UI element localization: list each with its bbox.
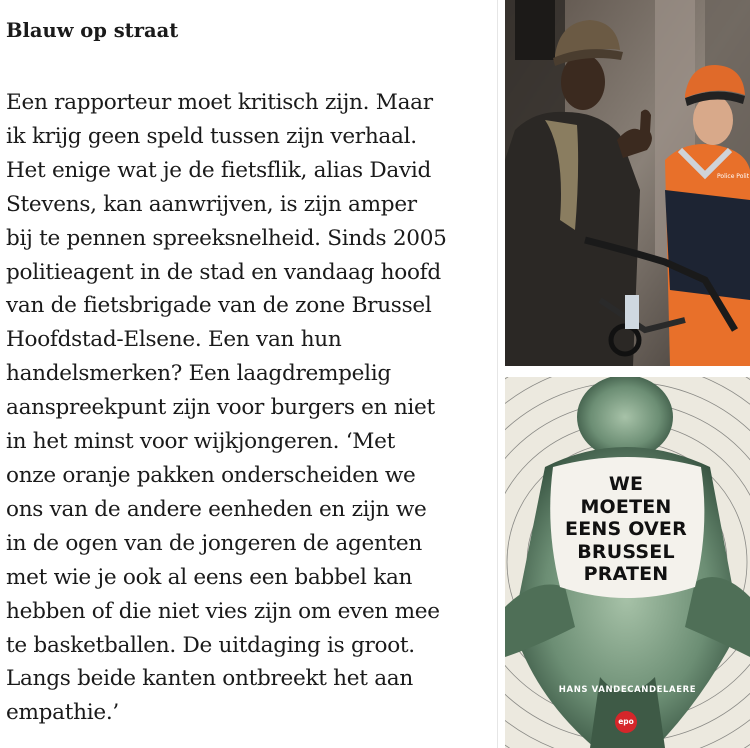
book-cover (505, 377, 750, 748)
street-photo-illustration (505, 0, 750, 366)
body-line: Een rapporteur moet kritisch zijn. Maar (6, 90, 433, 115)
body-line: empathie.’ (6, 700, 119, 726)
book-title-line: WE (608, 473, 644, 495)
book-title (549, 473, 703, 586)
book-title-line: PRATEN (583, 563, 669, 585)
body-line: in het minst voor wijkjongeren. ‘Met (6, 429, 395, 455)
book-title-line: EENS OVER (565, 518, 687, 540)
article-title: Blauw op straat (6, 19, 179, 42)
body-line: ons van de andere eenheden en zijn we (6, 496, 427, 522)
article-body (6, 86, 498, 730)
body-line: Hoofdstad-Elsene. Een van hun (6, 327, 342, 353)
body-line: hebben of die niet vies zijn om even mee (6, 598, 440, 624)
book-author: HANS VANDECANDELAERE (558, 685, 697, 695)
body-line: onze oranje pakken onderscheiden we (6, 462, 416, 488)
body-line: ik krijg geen speld tussen zijn verhaal. (6, 123, 417, 149)
book-title-line: BRUSSEL (577, 540, 675, 563)
body-line: Langs beide kanten ontbreekt het aan (6, 666, 413, 692)
publisher-logo: epo (615, 711, 637, 733)
body-line: in de ogen van de jongeren de agenten (6, 530, 423, 556)
vest-label: Police Polit (717, 173, 750, 180)
image-divider (499, 366, 750, 377)
body-line: te basketballen. De uitdaging is groot. (6, 632, 415, 658)
body-line: Stevens, kan aanwrijven, is zijn amper (6, 191, 417, 217)
body-line: met wie je ook al eens een babbel kan (6, 564, 413, 590)
body-line: Het enige wat je de fietsflik, alias David (6, 157, 431, 183)
book-title-line: MOETEN (580, 495, 672, 518)
body-line: van de fietsbrigade van de zone Brussel (6, 293, 432, 319)
body-line: bij te pennen spreeksnelheid. Sinds 2005 (6, 225, 447, 251)
body-line: politieagent in de stad en vandaag hoofd (6, 259, 441, 285)
street-photo (505, 0, 750, 366)
body-line: handelsmerken? Een laagdrempelig (6, 361, 391, 387)
body-line: aanspreekpunt zijn voor burgers en niet (6, 395, 435, 421)
